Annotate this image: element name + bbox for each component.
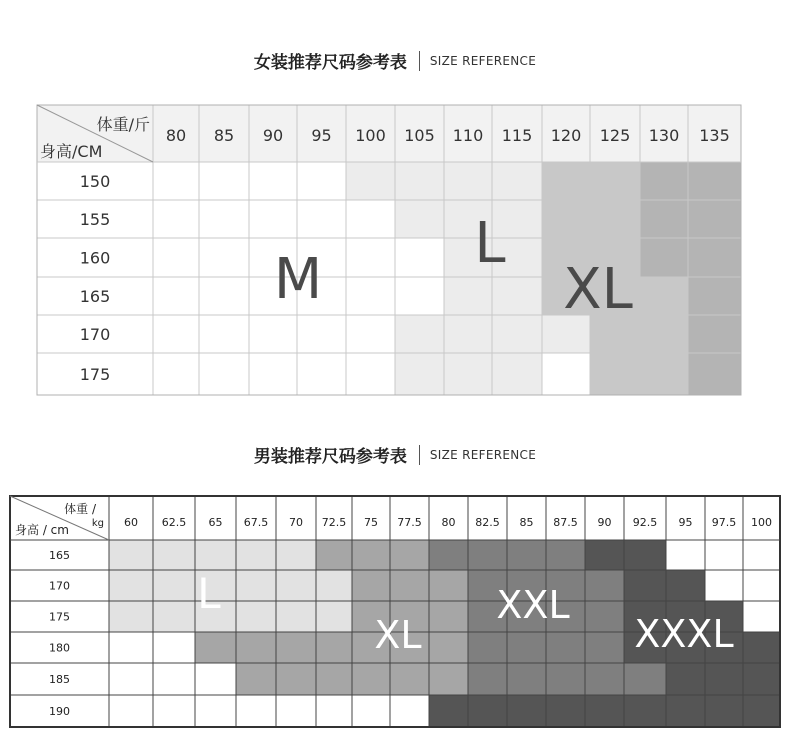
size-cell (429, 695, 468, 727)
weight-label: 135 (699, 126, 730, 145)
weight-label: 100 (751, 516, 772, 529)
size-cell (624, 695, 666, 727)
size-cell (507, 632, 546, 663)
size-cell (109, 695, 153, 727)
height-axis-label: 身高 / cm (15, 523, 69, 537)
size-cell (153, 663, 195, 695)
size-cell (316, 601, 352, 632)
size-cell (352, 695, 390, 727)
weight-axis-label: 体重 / (64, 502, 96, 516)
size-cell (390, 663, 429, 695)
height-label: 175 (49, 610, 70, 624)
size-cell (468, 632, 507, 663)
height-label: 180 (49, 641, 70, 655)
size-cell (153, 570, 195, 601)
size-cell (546, 663, 585, 695)
weight-label: 95 (678, 516, 693, 529)
size-cell (352, 540, 390, 570)
size-cell (352, 570, 390, 601)
weight-label: 95 (311, 126, 332, 145)
size-cell (585, 601, 624, 632)
size-cell (429, 601, 468, 632)
weight-label: 72.5 (321, 516, 347, 529)
height-axis-label: 身高/CM (40, 142, 103, 161)
size-cell (585, 695, 624, 727)
size-cell (195, 632, 236, 663)
size-label-xl: XL (563, 257, 633, 322)
women-title-en: SIZE REFERENCE (429, 53, 537, 68)
size-cell (195, 695, 236, 727)
size-cell (276, 540, 316, 570)
weight-unit-label: kg (91, 518, 104, 529)
size-cell (390, 695, 429, 727)
size-cell (743, 540, 780, 570)
men-title-en: SIZE REFERENCE (429, 447, 537, 462)
size-cell (109, 601, 153, 632)
size-cell (624, 540, 666, 570)
size-label-m: M (273, 247, 323, 312)
size-cell (276, 570, 316, 601)
size-cell (276, 695, 316, 727)
height-label: 150 (79, 172, 111, 191)
height-label: 170 (79, 325, 111, 344)
weight-label: 97.5 (711, 516, 737, 529)
weight-label: 80 (441, 516, 456, 529)
weight-label: 125 (599, 126, 631, 145)
size-cell (316, 695, 352, 727)
size-cell (546, 540, 585, 570)
size-label-xxl: XXL (496, 583, 570, 627)
weight-label: 67.5 (243, 516, 269, 529)
size-cell (666, 695, 705, 727)
size-cell (585, 540, 624, 570)
size-cell (666, 540, 705, 570)
size-cell (316, 570, 352, 601)
height-label: 190 (49, 705, 70, 718)
size-cell (276, 601, 316, 632)
weight-label: 110 (452, 126, 484, 145)
weight-axis-label: 体重/斤 (96, 115, 150, 134)
size-label-xl: XL (374, 613, 422, 657)
weight-label: 70 (289, 516, 303, 529)
weight-label: 120 (550, 126, 582, 145)
weight-label: 85 (519, 516, 534, 529)
size-cell (666, 570, 705, 601)
size-cell (153, 540, 195, 570)
size-cell (585, 570, 624, 601)
size-cell (546, 632, 585, 663)
size-cell (585, 663, 624, 695)
height-label: 155 (79, 210, 111, 229)
weight-label: 87.5 (553, 516, 578, 529)
size-cell (390, 570, 429, 601)
size-cell (743, 570, 780, 601)
size-cell (316, 663, 352, 695)
size-cell (236, 663, 276, 695)
weight-label: 92.5 (632, 516, 658, 529)
size-cell (109, 663, 153, 695)
size-cell (507, 695, 546, 727)
size-cell (236, 632, 276, 663)
size-cell (236, 601, 276, 632)
size-cell (109, 540, 153, 570)
size-cell (429, 570, 468, 601)
size-cell (236, 570, 276, 601)
size-cell (546, 695, 585, 727)
size-cell (507, 663, 546, 695)
size-cell (468, 540, 507, 570)
size-cell (429, 540, 468, 570)
size-cell (743, 601, 780, 632)
weight-label: 75 (364, 516, 378, 529)
height-label: 170 (49, 579, 70, 593)
weight-label: 105 (404, 126, 435, 145)
size-cell (705, 663, 743, 695)
size-cell (743, 663, 780, 695)
size-cell (276, 663, 316, 695)
size-cell (507, 540, 546, 570)
weight-label: 62.5 (161, 516, 187, 529)
size-cell (743, 695, 780, 727)
women-title-zh: 女装推荐尺码参考表 (253, 53, 407, 73)
height-label: 165 (79, 287, 111, 306)
size-cell (195, 540, 236, 570)
size-cell (236, 540, 276, 570)
size-cell (109, 632, 153, 663)
weight-label: 77.5 (397, 516, 422, 529)
size-cell (585, 632, 624, 663)
size-cell (705, 540, 743, 570)
size-cell (743, 632, 780, 663)
size-cell (316, 632, 352, 663)
size-cell (705, 570, 743, 601)
size-cell (352, 663, 390, 695)
size-cell (468, 663, 507, 695)
weight-label: 100 (355, 126, 386, 145)
size-cell (468, 695, 507, 727)
weight-label: 60 (124, 516, 138, 529)
size-label-l: L (197, 569, 221, 618)
size-label-xxxl: XXXL (634, 612, 734, 656)
size-cell (429, 663, 468, 695)
weight-label: 82.5 (475, 516, 500, 529)
size-label-l: L (474, 211, 506, 276)
weight-label: 65 (208, 516, 223, 529)
size-cell (390, 540, 429, 570)
size-cell (705, 695, 743, 727)
size-cell (624, 570, 666, 601)
size-cell (153, 695, 195, 727)
height-label: 160 (79, 248, 111, 268)
size-cell (624, 663, 666, 695)
size-cell (429, 632, 468, 663)
size-cell (316, 540, 352, 570)
men-title-zh: 男装推荐尺码参考表 (253, 447, 407, 467)
size-cell (109, 570, 153, 601)
weight-label: 130 (648, 126, 680, 145)
size-cell (666, 663, 705, 695)
weight-label: 90 (597, 516, 612, 529)
size-cell (236, 695, 276, 727)
height-label: 165 (49, 549, 70, 562)
size-cell (195, 663, 236, 695)
size-cell (276, 632, 316, 663)
size-cell (153, 601, 195, 632)
weight-label: 90 (262, 126, 284, 145)
weight-label: 80 (165, 126, 187, 145)
size-cell (153, 632, 195, 663)
height-label: 185 (49, 673, 70, 686)
weight-label: 85 (213, 126, 235, 145)
weight-label: 115 (501, 126, 533, 145)
height-label: 175 (79, 365, 111, 384)
